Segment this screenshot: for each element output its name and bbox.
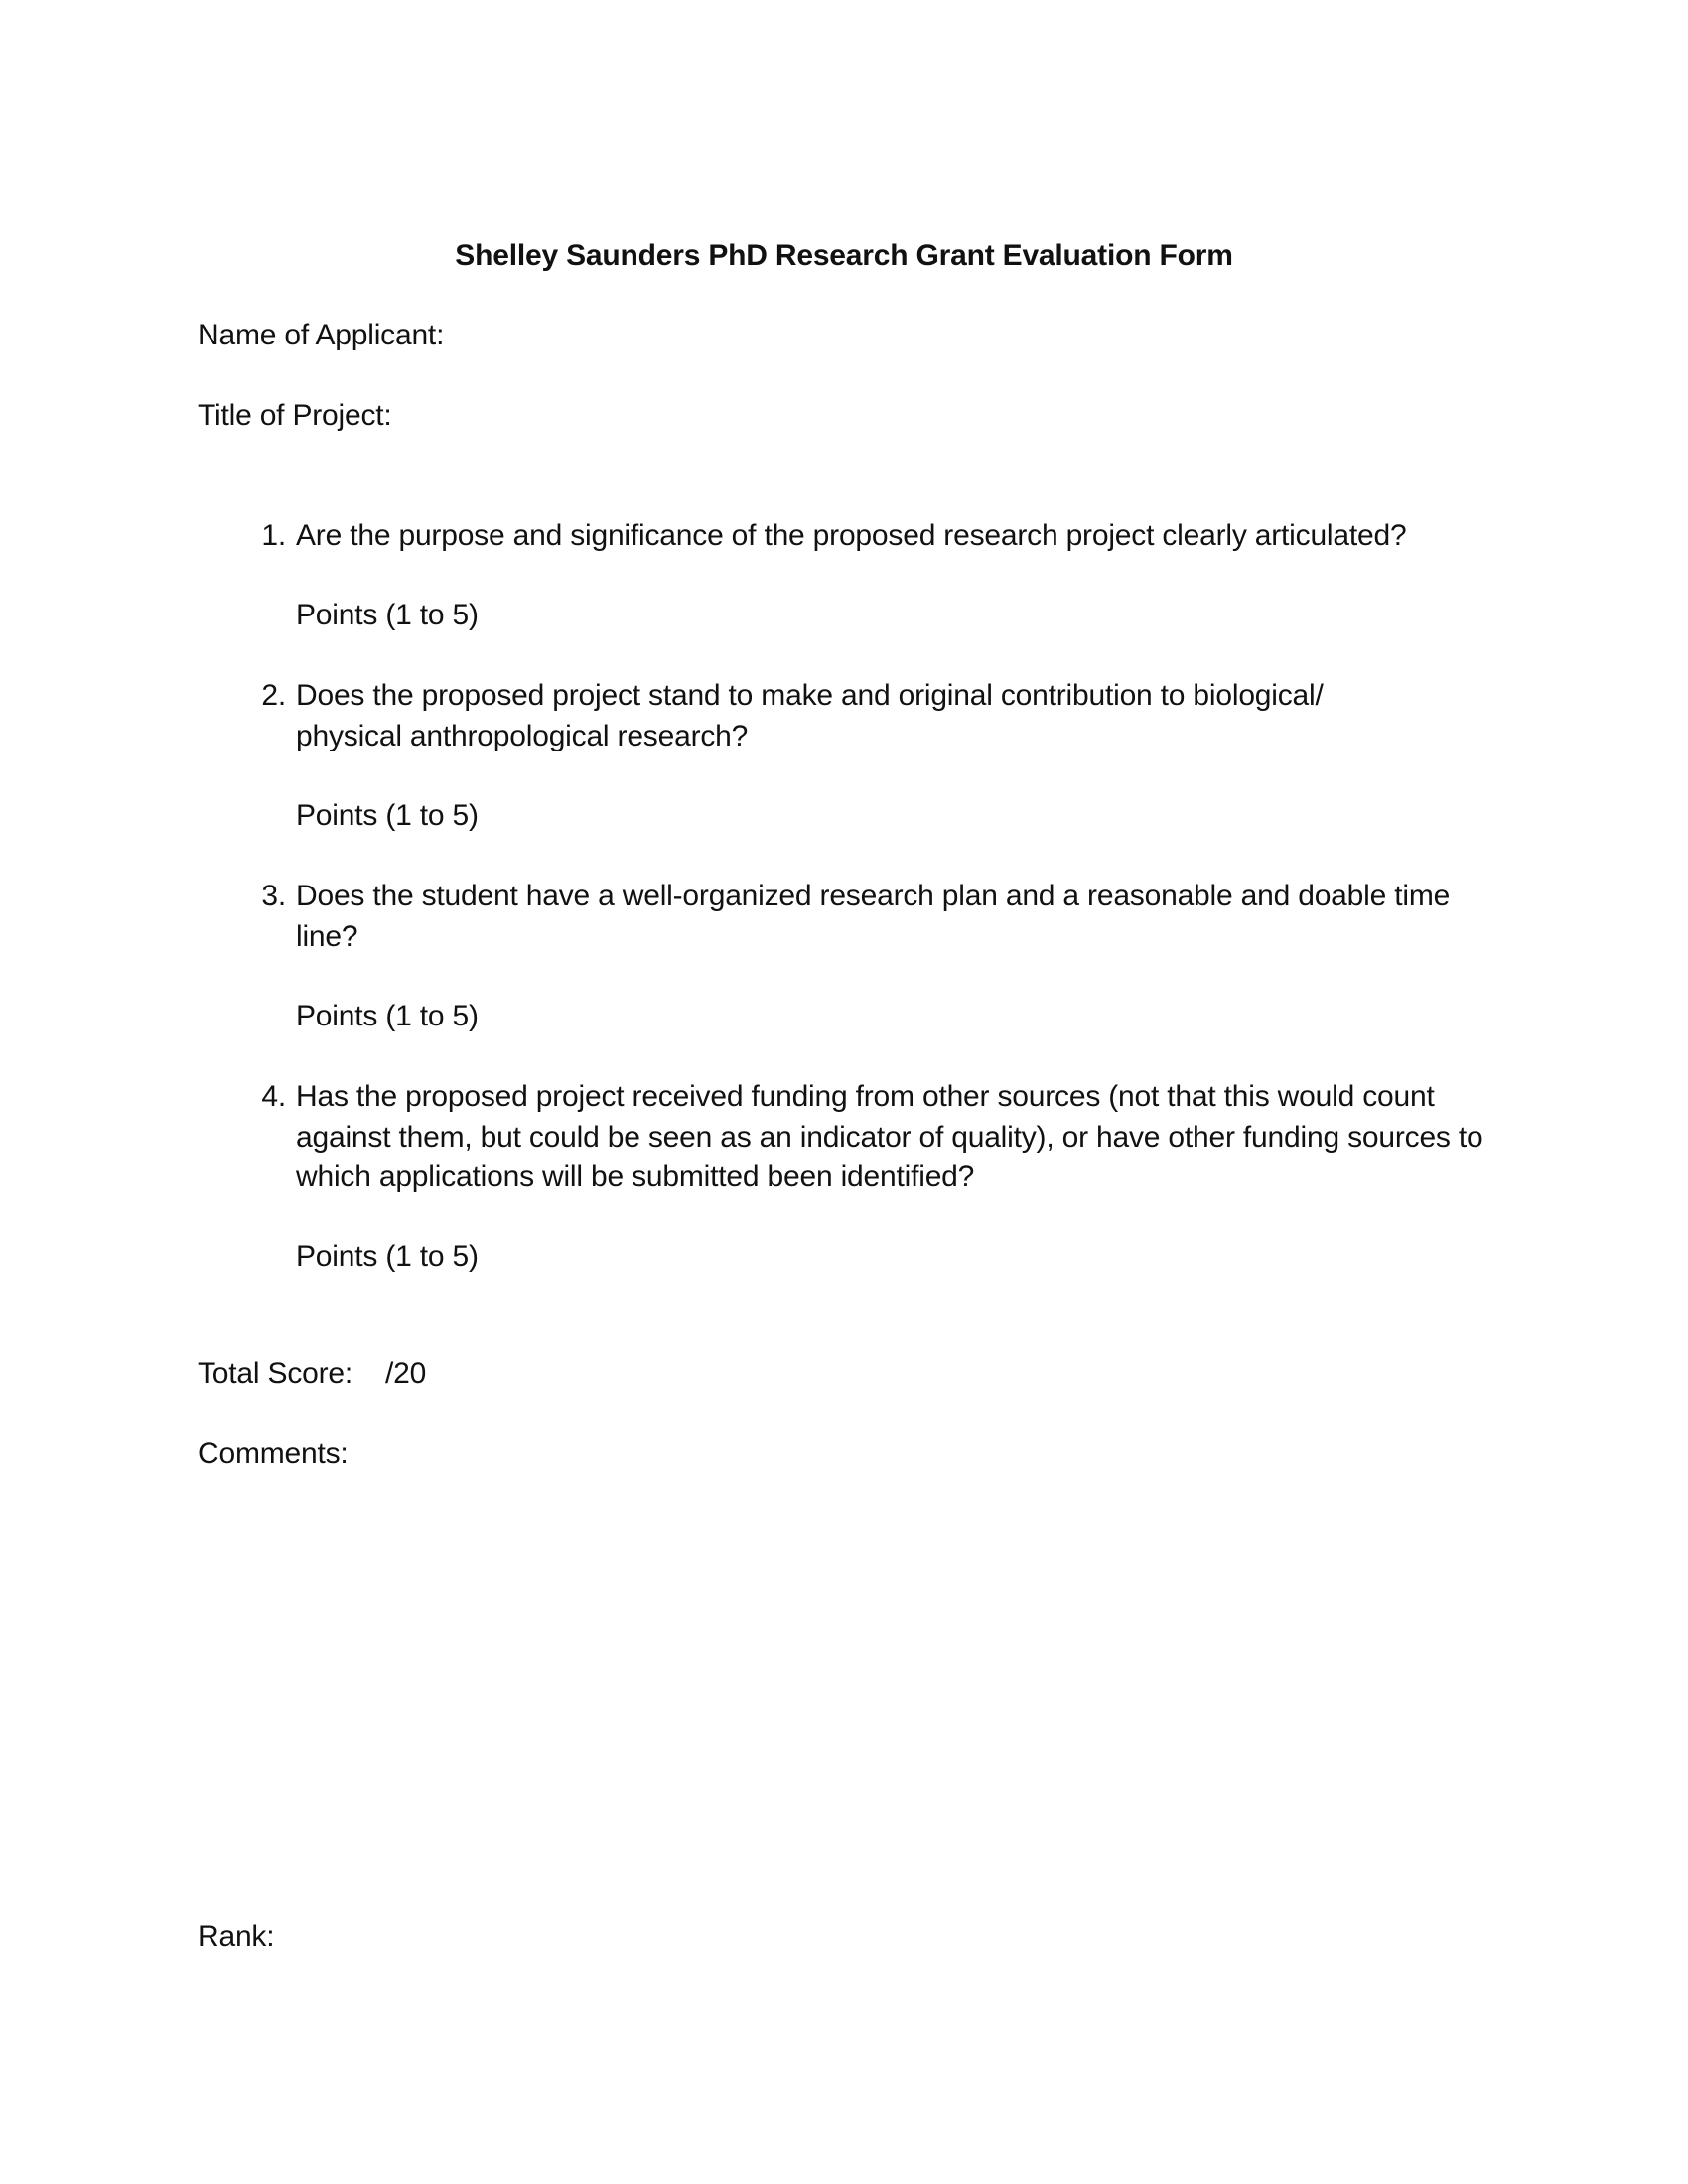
total-score-max: /20	[385, 1357, 427, 1390]
question-points-3: Points (1 to 5)	[296, 1000, 479, 1032]
question-number-4: 4.	[261, 1080, 286, 1113]
rank-label: Rank:	[198, 1920, 275, 1953]
question-points-4: Points (1 to 5)	[296, 1240, 479, 1273]
question-points-2: Points (1 to 5)	[296, 799, 479, 832]
applicant-name-label: Name of Applicant:	[198, 319, 445, 351]
question-text-2: Does the proposed project stand to make and original contribution to biological/ physical anthropological research?	[296, 679, 1324, 752]
question-number-1: 1.	[261, 519, 286, 552]
question-text-1: Are the purpose and significance of the proposed research project clearly articulated?	[296, 519, 1407, 552]
question-number-2: 2.	[261, 679, 286, 712]
form-title: Shelley Saunders PhD Research Grant Evaluation Form	[455, 239, 1233, 272]
project-title-label: Title of Project:	[198, 399, 392, 432]
question-text-4: Has the proposed project received funding from other sources (not that this would count against them, but could be seen as an indicator of quality), or have other funding sources to which applications will be submitted been identified?	[296, 1080, 1483, 1193]
question-number-3: 3.	[261, 880, 286, 912]
comments-label: Comments:	[198, 1437, 349, 1470]
question-points-1: Points (1 to 5)	[296, 599, 479, 631]
total-score-label: Total Score:	[198, 1357, 353, 1390]
question-text-3: Does the student have a well-organized research plan and a reasonable and doable time line?	[296, 880, 1451, 953]
